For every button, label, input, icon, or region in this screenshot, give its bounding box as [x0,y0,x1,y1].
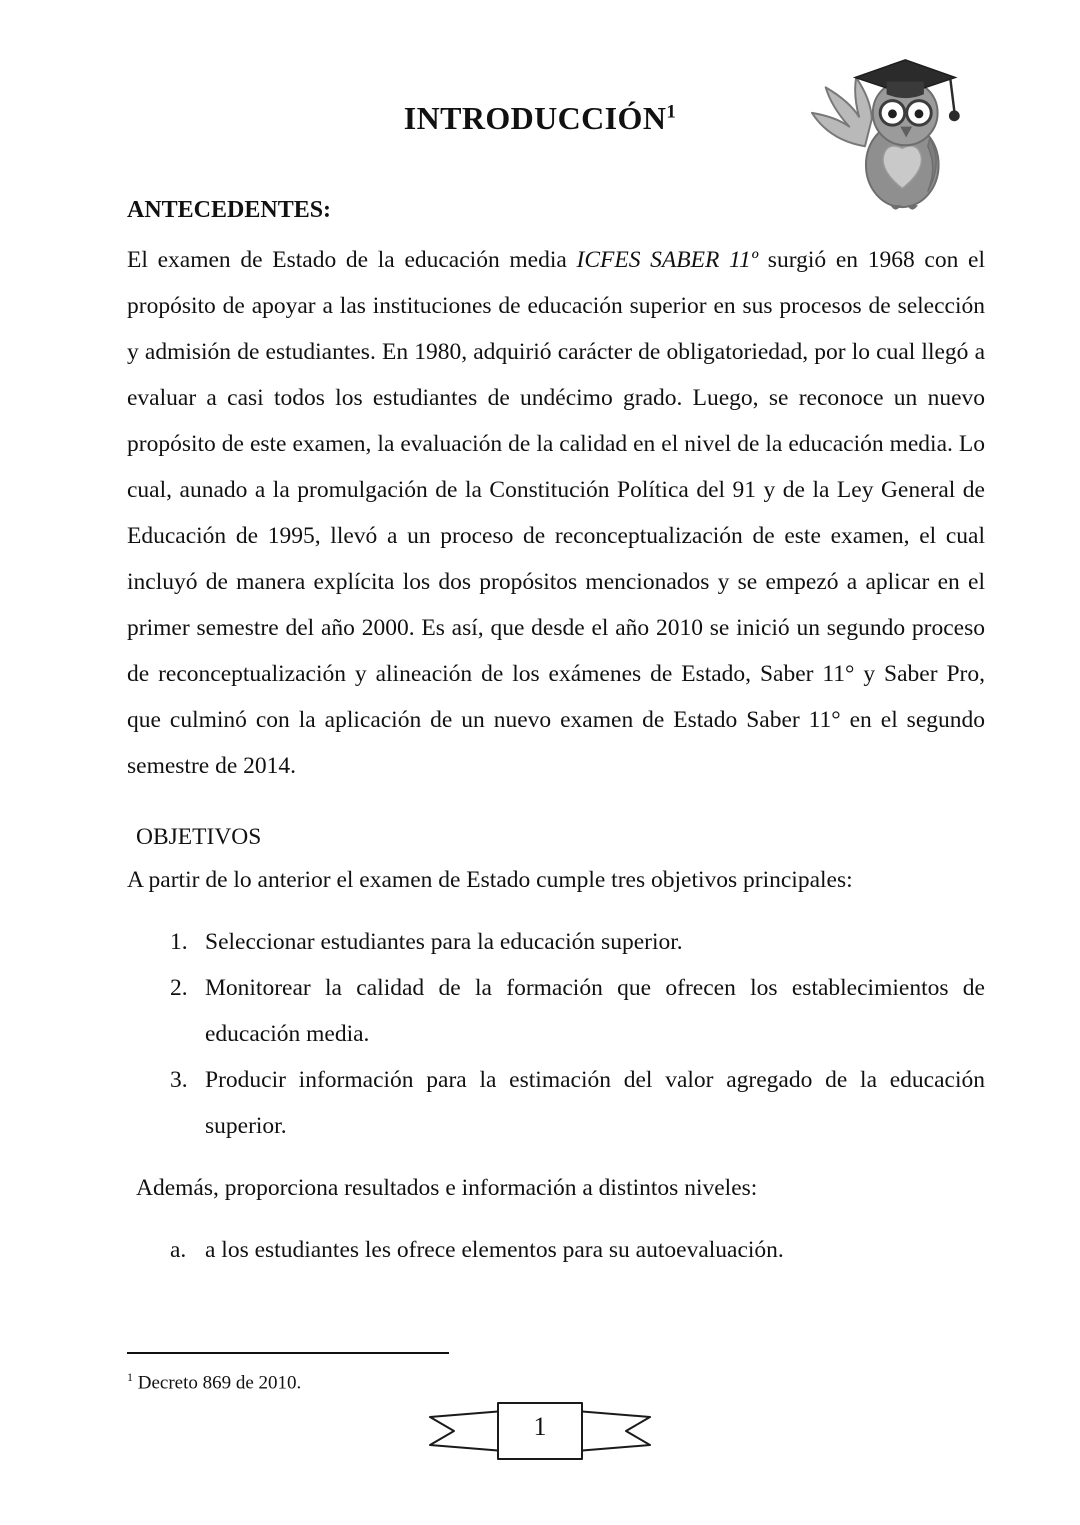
title-footnote-marker: 1 [666,101,677,123]
objetivos-heading: OBJETIVOS [136,824,262,850]
footnote-text: Decreto 869 de 2010. [137,1372,302,1394]
list-marker: 3. [170,1067,188,1093]
list-item-text: Producir información para la estimación del valor agregado de la educación superior. [205,1067,985,1139]
paragraph-italic-exam-name: ICFES SABER 11º [566,247,768,273]
footnote-marker: 1 [127,1370,133,1384]
footnote-divider [127,1352,449,1354]
paragraph-text-start: El examen de Estado de la educación media [127,247,567,273]
antecedentes-paragraph [127,237,985,789]
list-item [127,1227,985,1273]
list-item [127,1057,985,1149]
levels-list [127,1227,985,1273]
footnote-area [127,1352,985,1396]
levels-intro: Además, proporciona resultados e información a distintos niveles: [136,1175,758,1201]
page-number: 1 [533,1412,547,1441]
list-item [127,919,985,965]
list-marker: a. [170,1237,187,1263]
list-marker: 2. [170,975,188,1001]
list-item [127,965,985,1057]
list-item-text: a los estudiantes les ofrece elementos para su autoevaluación. [205,1237,784,1263]
antecedentes-heading: ANTECEDENTES: [127,197,332,223]
footnote [127,1364,985,1396]
paragraph-text-end: surgió en 1968 con el propósito de apoyar a las instituciones de educación superior en sus procesos de selección y admisión de estudiantes. En 1980, adquirió carácter de obligatoriedad, por lo cual llegó a evaluar a casi todos los estudiantes de undécimo grado. Luego, se reconoce un nuevo propósito de este examen, la evaluación de la calidad en el nivel de la educación media. Lo cual, aunado a la promulgación de la Constitución Política del 91 y de la Ley General de Educación de 1995, llevó a un proceso de reconceptualización de este examen, el cual incluyó de manera explícita los dos propósitos mencionados y se empezó a aplicar en el primer semestre del año 2000. Es así, que desde el año 2010 se inició un segundo proceso de reconceptualización y alineación de los exámenes de Estado, Saber 11° y Saber Pro, que culminó con la aplicación de un nuevo examen de Estado Saber 11° en el segundo semestre de 2014. [127,247,985,779]
page-title-text: INTRODUCCIÓN [403,100,667,136]
list-item-text: Seleccionar estudiantes para la educación superior. [205,929,683,955]
owl-graduate-icon [804,52,976,214]
objetivos-intro: A partir de lo anterior el examen de Estado cumple tres objetivos principales: [127,867,853,893]
document-content [127,193,985,1273]
list-marker: 1. [170,929,188,955]
page-number-ribbon [420,1396,660,1466]
objectives-list [127,919,985,1149]
list-item-text: Monitorear la calidad de la formación que ofrecen los establecimientos de educación media. [205,975,985,1047]
